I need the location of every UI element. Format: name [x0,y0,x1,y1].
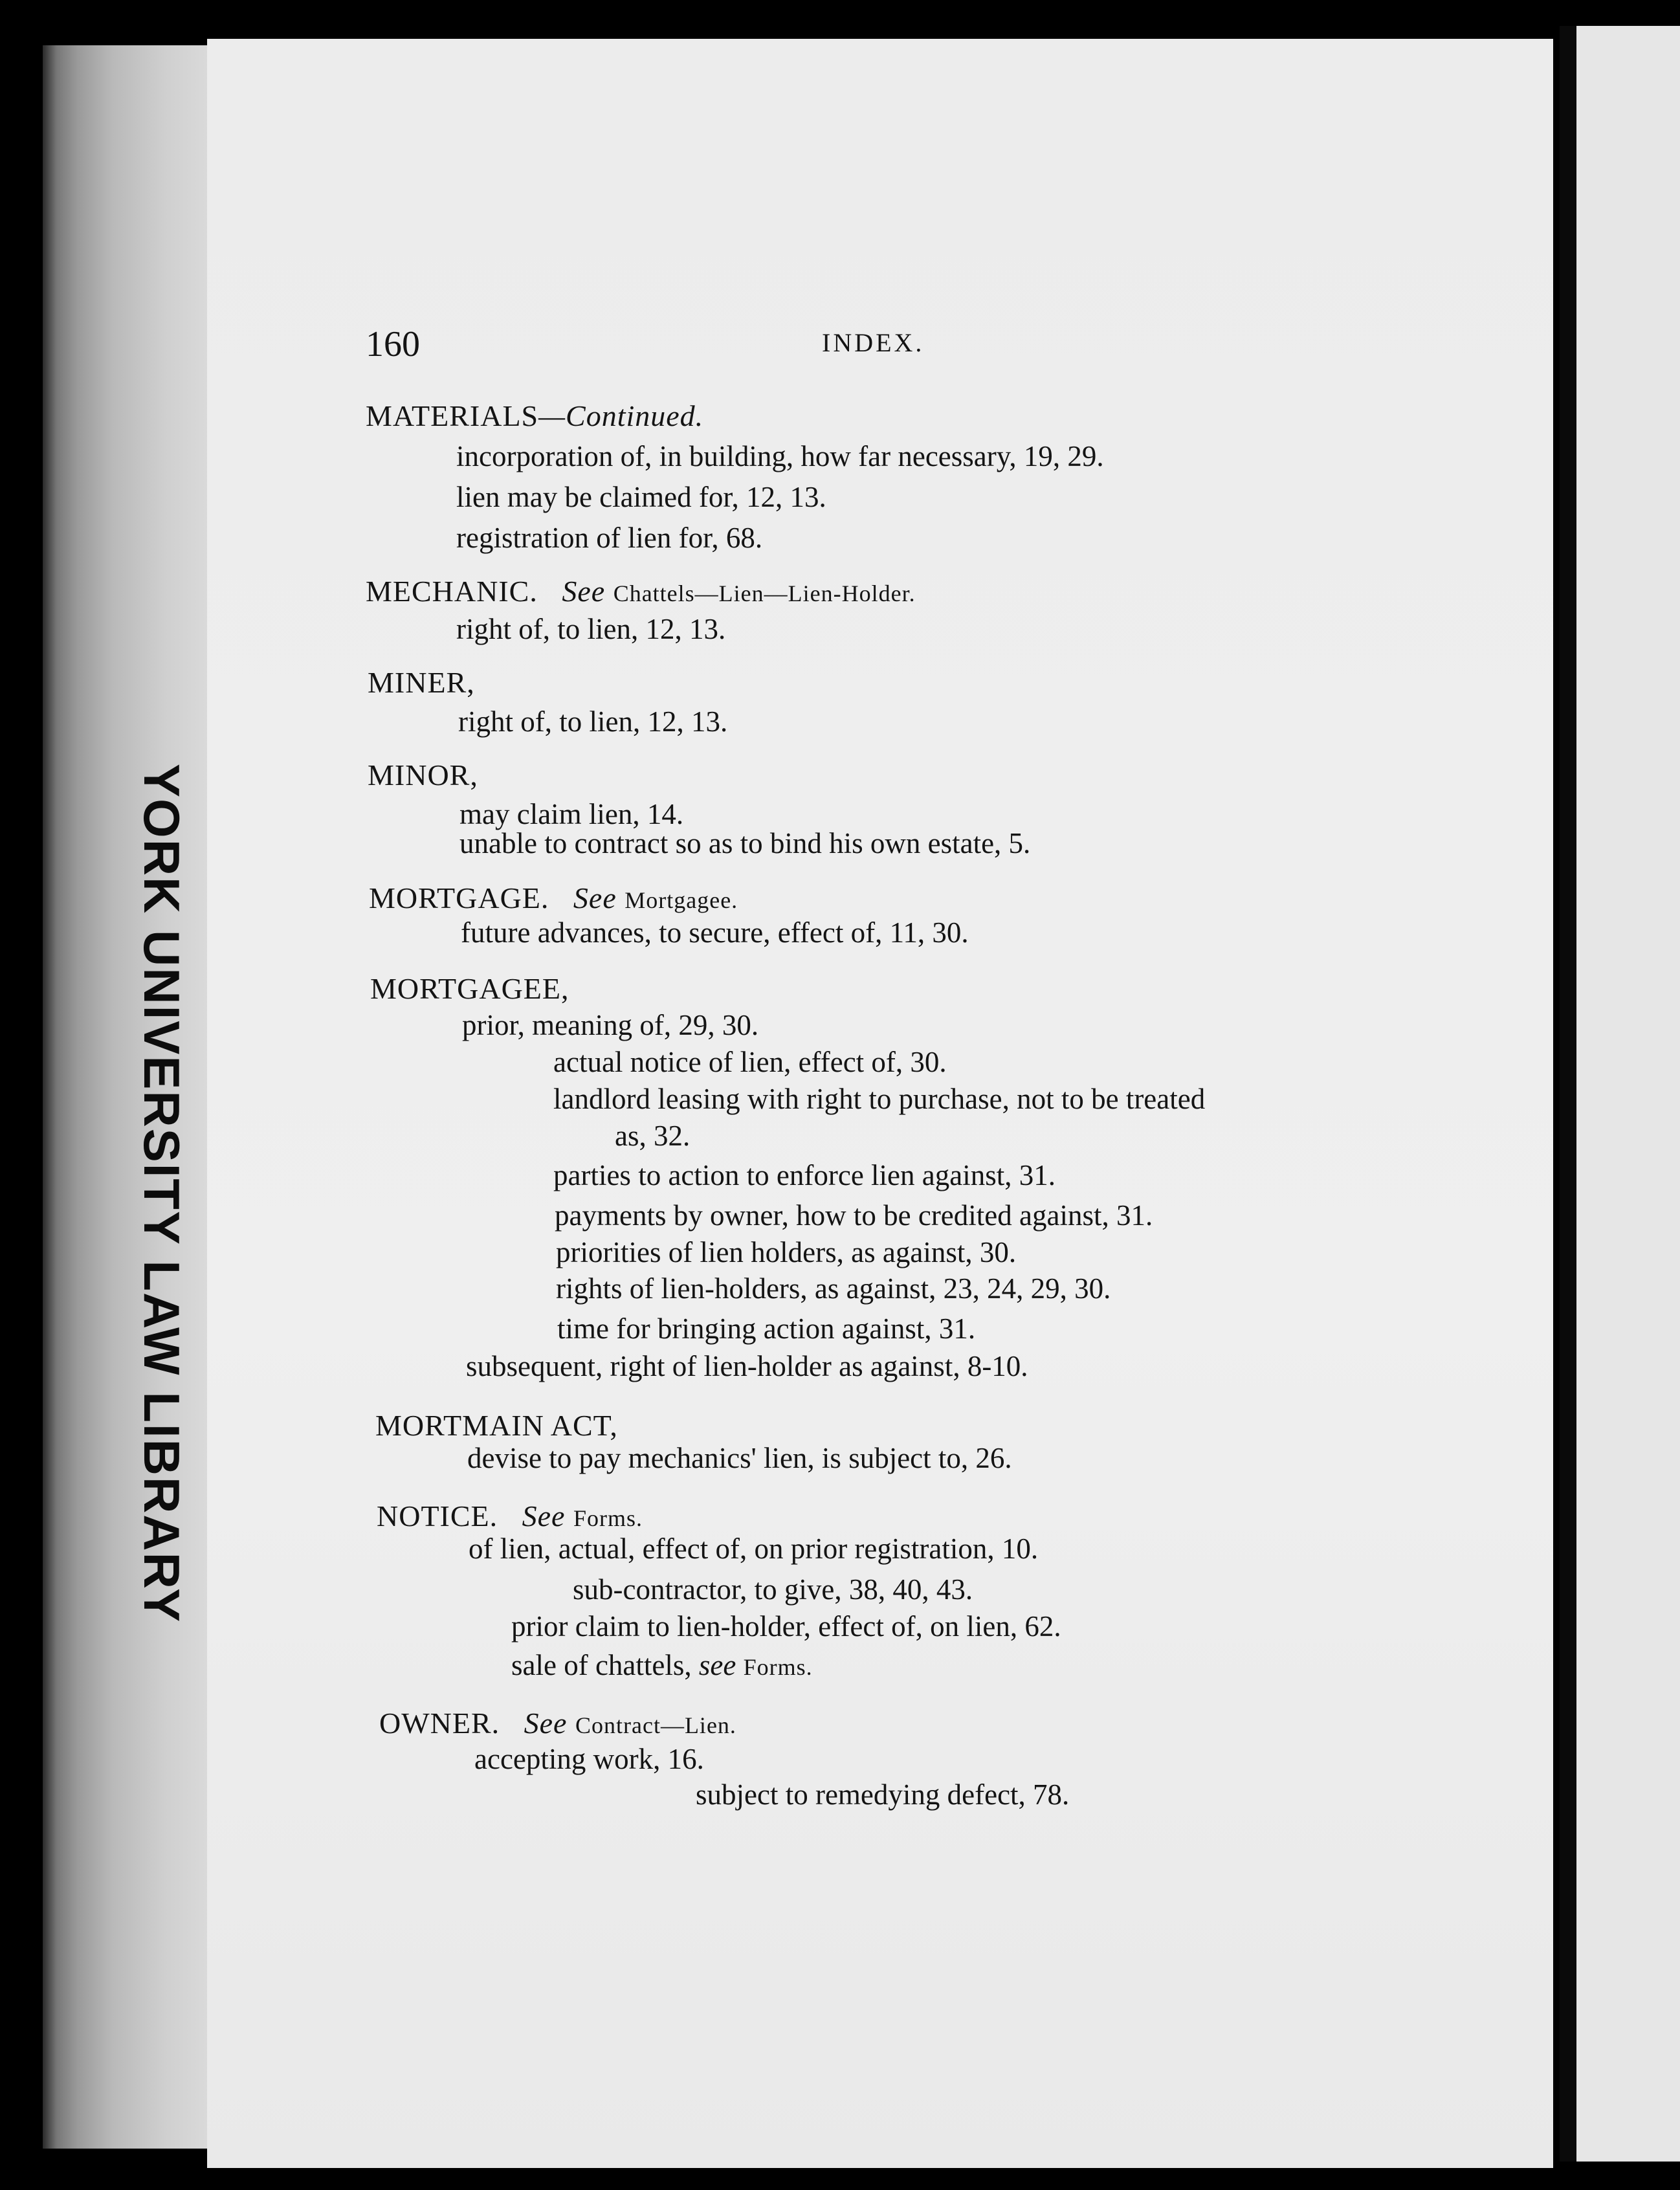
see-reference-label: See [562,575,606,608]
index-subentry: payments by owner, how to be credited against, 31. [555,1199,1153,1232]
index-entry-heading: MATERIALS—Continued. [366,399,704,432]
library-stamp: YORK UNIVERSITY LAW LIBRARY [133,764,190,1624]
facing-page-edge [1560,26,1680,2162]
index-entry-heading: NOTICE. See Forms. [377,1499,643,1532]
index-subentry: right of, to lien, 12, 13. [458,705,728,738]
index-subentry: may claim lien, 14. [459,798,684,830]
see-reference-target: Contract—Lien. [575,1712,736,1738]
index-subentry: actual notice of lien, effect of, 30. [553,1046,947,1078]
page-number: 160 [366,324,420,364]
index-subentry: accepting work, 16. [474,1743,704,1775]
index-subentry: time for bringing action against, 31. [557,1312,976,1345]
see-reference-label: See [573,881,617,914]
index-subentry: future advances, to secure, effect of, 11, 30. [461,916,969,949]
index-entry-heading: MECHANIC. See Chattels—Lien—Lien-Holder. [366,575,916,608]
index-entry-heading: MINOR, [368,758,478,791]
index-subentry: rights of lien-holders, as against, 23, 24, 29, 30. [556,1272,1111,1305]
running-title: INDEX. [822,328,925,357]
index-subentry: sub-contractor, to give, 38, 40, 43. [573,1573,973,1606]
index-subentry: priorities of lien holders, as against, 30. [556,1236,1017,1268]
index-entry-heading: OWNER. See Contract—Lien. [379,1707,736,1740]
index-subentry: incorporation of, in building, how far necessary, 19, 29. [456,440,1104,472]
index-entry-heading: MINER, [368,666,475,699]
index-entry-heading: MORTGAGEE, [370,972,569,1005]
see-reference-label: See [522,1499,566,1532]
see-reference-target: Forms. [743,1654,813,1680]
index-subentry: parties to action to enforce lien against, 31. [553,1159,1056,1191]
see-reference-target: Mortgagee. [624,887,738,913]
see-reference-target: Forms. [573,1505,643,1531]
index-subentry: right of, to lien, 12, 13. [456,613,726,645]
index-subentry: subsequent, right of lien-holder as against, 8-10. [466,1350,1028,1382]
index-entry-heading: MORTGAGE. See Mortgagee. [369,881,738,914]
book-edge [43,45,217,2149]
index-subentry: as, 32. [615,1120,691,1152]
see-reference-label: See [524,1707,568,1740]
index-entry-heading: MORTMAIN ACT, [375,1409,618,1442]
index-subentry: devise to pay mechanics' lien, is subject to, 26. [467,1442,1012,1474]
see-reference-label: see [698,1649,736,1681]
see-reference-target: Chattels—Lien—Lien-Holder. [613,581,916,606]
index-subentry: subject to remedying defect, 78. [696,1778,1070,1811]
index-subentry: prior claim to lien-holder, effect of, on lien, 62. [511,1610,1061,1642]
index-subentry: unable to contract so as to bind his own estate, 5. [459,827,1031,859]
index-subentry: prior, meaning of, 29, 30. [462,1009,759,1041]
index-subentry: landlord leasing with right to purchase, not to be treated [553,1083,1206,1115]
index-subentry: lien may be claimed for, 12, 13. [456,481,826,513]
index-subentry: registration of lien for, 68. [456,522,763,554]
index-subentry: of lien, actual, effect of, on prior registration, 10. [469,1532,1039,1565]
index-subentry: sale of chattels, see Forms. [511,1649,813,1681]
